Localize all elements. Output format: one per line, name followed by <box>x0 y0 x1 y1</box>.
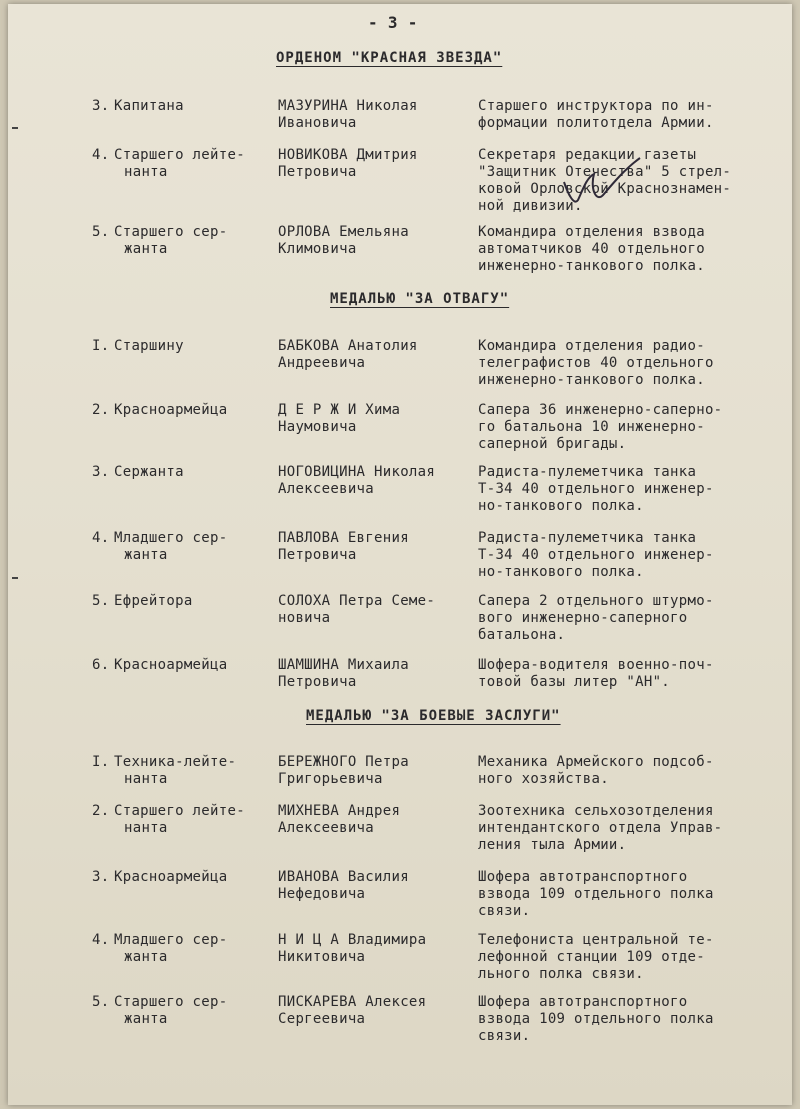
position-line: ного хозяйства. <box>478 771 609 787</box>
entry-name <box>278 754 478 788</box>
entry-name <box>278 464 478 498</box>
name-line: Ивановича <box>278 115 357 131</box>
rank-line: Старшего лейте- <box>114 803 245 819</box>
position-line: Шофера автотранспортного <box>478 869 688 885</box>
entry-position <box>478 869 778 920</box>
name-line: новича <box>278 610 331 626</box>
position-line: Т-34 40 отдельного инженер- <box>478 481 714 497</box>
name-line: СОЛОХА Петра Семе- <box>278 593 436 609</box>
handwritten-signature <box>556 154 646 214</box>
rank-line: Старшего сер- <box>114 224 228 240</box>
entry-name <box>278 402 478 436</box>
rank-line: Ефрейтора <box>114 593 193 609</box>
name-line: Н И Ц А Владимира <box>278 932 427 948</box>
name-line: Андреевича <box>278 355 366 371</box>
entry-position <box>478 530 778 581</box>
position-line: Командира отделения взвода <box>478 224 705 240</box>
position-line: но-танкового полка. <box>478 498 644 514</box>
entry-number: 5. <box>92 994 110 1010</box>
rank-line: жанта <box>124 1011 168 1027</box>
entry-position <box>478 932 778 983</box>
name-line: БАБКОВА Анатолия <box>278 338 418 354</box>
margin-mark <box>12 127 18 129</box>
entry-position <box>478 338 778 389</box>
name-line: Никитовича <box>278 949 366 965</box>
entry-position <box>478 754 778 788</box>
rank-line: Капитана <box>114 98 184 114</box>
rank-line: Старшего сер- <box>114 994 228 1010</box>
rank-line: Сержанта <box>114 464 184 480</box>
entry-rank <box>114 593 284 610</box>
entry-name <box>278 147 478 181</box>
position-line: Т-34 40 отдельного инженер- <box>478 547 714 563</box>
rank-line: Младшего сер- <box>114 530 228 546</box>
position-line: Старшего инструктора по ин- <box>478 98 714 114</box>
position-line: го батальона 10 инженерно- <box>478 419 705 435</box>
entry-position <box>478 224 778 275</box>
position-line: формации политотдела Армии. <box>478 115 714 131</box>
entry-position <box>478 657 778 691</box>
position-line: Сапера 2 отдельного штурмо- <box>478 593 714 609</box>
position-line: лефонной станции 109 отде- <box>478 949 705 965</box>
position-line: ковой Орловской Краснознамен- <box>478 181 732 197</box>
name-line: ИВАНОВА Василия <box>278 869 409 885</box>
position-line: связи. <box>478 903 531 919</box>
position-line: товой базы литер "АН". <box>478 674 671 690</box>
document-page <box>8 4 792 1105</box>
name-line: Алексеевича <box>278 481 375 497</box>
entry-name <box>278 803 478 837</box>
entry-rank <box>114 147 284 181</box>
position-line: Радиста-пулеметчика танка <box>478 464 697 480</box>
rank-line: нанта <box>124 164 168 180</box>
entry-number: I. <box>92 754 110 770</box>
position-line: Секретаря редакции газеты <box>478 147 697 163</box>
entry-name <box>278 994 478 1028</box>
position-line: интендантского отдела Управ- <box>478 820 723 836</box>
page-number: - 3 - <box>368 13 418 32</box>
entry-position <box>478 464 778 515</box>
entry-position <box>478 593 778 644</box>
entry-number: 3. <box>92 464 110 480</box>
entry-rank <box>114 657 284 674</box>
position-line: но-танкового полка. <box>478 564 644 580</box>
name-line: Григорьевича <box>278 771 383 787</box>
rank-line: жанта <box>124 241 168 257</box>
name-line: МИХНЕВА Андрея <box>278 803 401 819</box>
position-line: саперной бригады. <box>478 436 627 452</box>
position-line: инженерно-танкового полка. <box>478 372 705 388</box>
rank-line: Старшину <box>114 338 184 354</box>
entry-number: 2. <box>92 803 110 819</box>
entry-rank <box>114 530 284 564</box>
position-line: Радиста-пулеметчика танка <box>478 530 697 546</box>
entry-number: 2. <box>92 402 110 418</box>
position-line: Шофера-водителя военно-поч- <box>478 657 714 673</box>
position-line: ления тыла Армии. <box>478 837 627 853</box>
entry-rank <box>114 754 284 788</box>
position-line: инженерно-танкового полка. <box>478 258 705 274</box>
entry-position <box>478 402 778 453</box>
position-line: Зоотехника сельхозотделения <box>478 803 714 819</box>
name-line: ПАВЛОВА Евгения <box>278 530 409 546</box>
position-line: Шофера автотранспортного <box>478 994 688 1010</box>
entry-rank <box>114 803 284 837</box>
rank-line: жанта <box>124 949 168 965</box>
name-line: Климовича <box>278 241 357 257</box>
margin-mark <box>12 577 18 579</box>
position-line: ной дивизии. <box>478 198 583 214</box>
position-line: "Защитник Отечества" 5 стрел- <box>478 164 732 180</box>
entry-number: 6. <box>92 657 110 673</box>
name-line: Д Е Р Ж И Хима <box>278 402 401 418</box>
entry-number: 4. <box>92 932 110 948</box>
name-line: БЕРЕЖНОГО Петра <box>278 754 409 770</box>
position-line: вого инженерно-саперного <box>478 610 688 626</box>
entry-rank <box>114 224 284 258</box>
entry-name <box>278 530 478 564</box>
name-line: Наумовича <box>278 419 357 435</box>
entry-number: 5. <box>92 224 110 240</box>
rank-line: Красноармейца <box>114 657 228 673</box>
entry-name <box>278 98 478 132</box>
position-line: Командира отделения радио- <box>478 338 705 354</box>
rank-line: Старшего лейте- <box>114 147 245 163</box>
entry-position <box>478 994 778 1045</box>
section-heading-red-star: ОРДЕНОМ "КРАСНАЯ ЗВЕЗДА" <box>276 50 503 66</box>
position-line: телеграфистов 40 отдельного <box>478 355 714 371</box>
entry-position <box>478 803 778 854</box>
name-line: Петровича <box>278 547 357 563</box>
entry-rank <box>114 338 284 355</box>
entry-rank <box>114 994 284 1028</box>
rank-line: Красноармейца <box>114 402 228 418</box>
rank-line: нанта <box>124 771 168 787</box>
entry-number: 5. <box>92 593 110 609</box>
name-line: ПИСКАРЕВА Алексея <box>278 994 427 1010</box>
position-line: льного полка связи. <box>478 966 644 982</box>
position-line: взвода 109 отдельного полка <box>478 1011 714 1027</box>
rank-line: Красноармейца <box>114 869 228 885</box>
entry-name <box>278 932 478 966</box>
entry-rank <box>114 464 284 481</box>
name-line: НОВИКОВА Дмитрия <box>278 147 418 163</box>
rank-line: нанта <box>124 820 168 836</box>
entry-number: I. <box>92 338 110 354</box>
section-heading-combat-merit-medal: МЕДАЛЬЮ "ЗА БОЕВЫЕ ЗАСЛУГИ" <box>306 708 561 724</box>
name-line: Петровича <box>278 674 357 690</box>
entry-rank <box>114 98 284 115</box>
position-line: взвода 109 отдельного полка <box>478 886 714 902</box>
position-line: Механика Армейского подсоб- <box>478 754 714 770</box>
name-line: МАЗУРИНА Николая <box>278 98 418 114</box>
entry-name <box>278 657 478 691</box>
entry-number: 4. <box>92 147 110 163</box>
name-line: ШАМШИНА Михаила <box>278 657 409 673</box>
section-heading-bravery-medal: МЕДАЛЬЮ "ЗА ОТВАГУ" <box>330 291 510 307</box>
entry-position <box>478 98 778 132</box>
name-line: НОГОВИЦИНА Николая <box>278 464 436 480</box>
entry-number: 3. <box>92 869 110 885</box>
entry-rank <box>114 402 284 419</box>
entry-name <box>278 338 478 372</box>
rank-line: Младшего сер- <box>114 932 228 948</box>
entry-name <box>278 593 478 627</box>
position-line: Телефониста центральной те- <box>478 932 714 948</box>
position-line: автоматчиков 40 отдельного <box>478 241 705 257</box>
entry-number: 4. <box>92 530 110 546</box>
rank-line: Техника-лейте- <box>114 754 237 770</box>
name-line: Сергеевича <box>278 1011 366 1027</box>
position-line: Сапера 36 инженерно-саперно- <box>478 402 723 418</box>
entry-name <box>278 869 478 903</box>
name-line: Петровича <box>278 164 357 180</box>
name-line: Нефедовича <box>278 886 366 902</box>
entry-name <box>278 224 478 258</box>
entry-rank <box>114 932 284 966</box>
rank-line: жанта <box>124 547 168 563</box>
name-line: ОРЛОВА Емельяна <box>278 224 409 240</box>
name-line: Алексеевича <box>278 820 375 836</box>
position-line: батальона. <box>478 627 566 643</box>
position-line: связи. <box>478 1028 531 1044</box>
entry-number: 3. <box>92 98 110 114</box>
entry-rank <box>114 869 284 886</box>
